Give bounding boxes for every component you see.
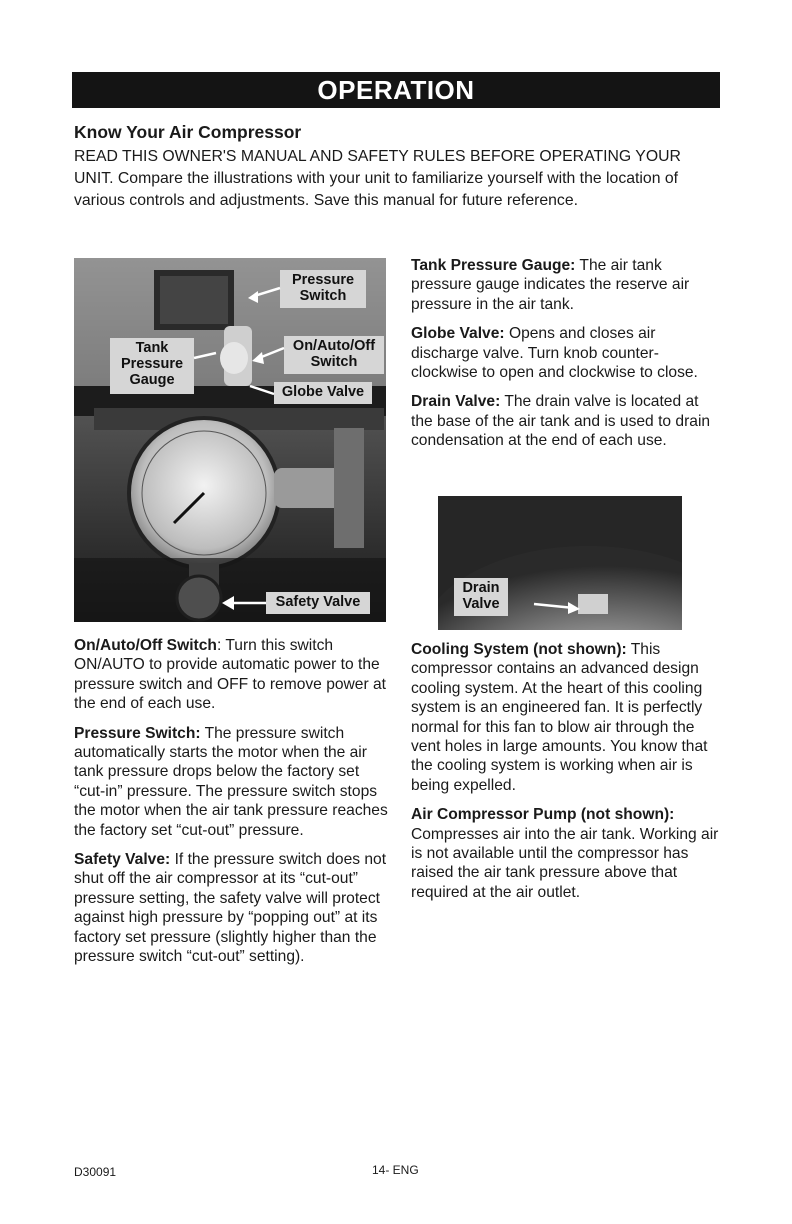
label-line: Valve: [462, 596, 500, 612]
right-column-top: [411, 256, 721, 461]
footer-model-number: D30091: [74, 1165, 117, 1179]
term-globe-valve: Globe Valve:: [411, 325, 505, 343]
pump-paragraph: [411, 805, 721, 902]
on-auto-off-paragraph: [74, 636, 394, 714]
tank-gauge-paragraph: [411, 256, 721, 314]
label-line: Pressure: [291, 272, 355, 288]
callout-arrows: [74, 258, 386, 622]
globe-valve-paragraph: [411, 324, 721, 382]
label-drain-valve: [454, 578, 508, 616]
desc-globe-valve: Opens and closes air discharge valve. Turn knob counter-clockwise to open and clockwise to close.: [411, 325, 698, 382]
desc-drain-valve: The drain valve is located at the base of the air tank and is used to drain condensation at the end of each use.: [411, 393, 711, 450]
term-drain-valve: Drain Valve:: [411, 393, 501, 411]
label-line: Switch: [310, 354, 358, 370]
pressure-switch-paragraph: [74, 724, 394, 840]
label-line: On/Auto/Off: [292, 338, 376, 354]
term-safety-valve: Safety Valve:: [74, 851, 171, 869]
drain-valve-photo: [438, 496, 682, 630]
desc-tank-pressure-gauge: The air tank pressure gauge indicates the reserve air pressure in the air tank.: [411, 257, 690, 313]
desc-safety-valve: If the pressure switch does not shut off the air compressor at its “cut-out” pressure setting, the safety valve will protect against high pressure by “popping out” at its factory set pressure (slightly higher than the pressure switch “cut-out” setting).: [74, 851, 387, 966]
desc-air-compressor-pump: Compresses air into the air tank. Working air is not available until the compressor has raised the air tank pressure above that required at the air outlet.: [411, 825, 719, 901]
desc-pressure-switch: The pressure switch automatically starts the motor when the air tank pressure drops below the factory set “cut-in” pressure. The pressure switch stops the motor when the air tank pressure reaches the factory set “cut-out” pressure.: [74, 724, 388, 839]
safety-valve-paragraph: [74, 850, 394, 966]
term-pressure-switch: Pressure Switch:: [74, 724, 201, 742]
footer-page-number: 14- ENG: [372, 1163, 419, 1177]
label-line: Pressure: [120, 356, 184, 372]
term-on-auto-off-switch: On/Auto/Off Switch: [74, 637, 217, 654]
label-line: Switch: [299, 288, 347, 304]
desc-cooling-system: This compressor contains an advanced design cooling system. At the heart of this cooling system is an engineered fan. It is perfectly normal for this fan to blow air through the vent holes in large amounts. You know that the cooling system is working when air is being expelled.: [411, 641, 708, 794]
right-column-bottom: [411, 640, 721, 912]
section-heading: Know Your Air Compressor: [74, 122, 302, 142]
term-air-compressor-pump: Air Compressor Pump (not shown):: [411, 806, 675, 824]
label-line: Gauge: [129, 372, 175, 388]
label-line: Drain: [462, 580, 500, 596]
drain-valve-paragraph: [411, 392, 721, 450]
label-safety-valve: Safety Valve: [266, 592, 370, 614]
label-line: Tank: [135, 340, 169, 356]
compressor-controls-photo: [74, 258, 386, 622]
intro-paragraph: READ THIS OWNER'S MANUAL AND SAFETY RULES BEFORE OPERATING YOUR UNIT. Compare the illustrations with your unit to familiarize yourself with the location of various controls and adjustments. Save this manual for future reference.: [74, 148, 681, 209]
cooling-paragraph: [411, 640, 721, 795]
section-banner: OPERATION: [72, 72, 720, 108]
desc-on-auto-off-switch: : Turn this switch ON/AUTO to provide automatic power to the pressure switch and OFF to remove power at the end of each use.: [74, 637, 386, 713]
label-globe-valve: Globe Valve: [274, 382, 372, 404]
term-cooling-system: Cooling System (not shown):: [411, 641, 627, 658]
left-column-bottom: [74, 636, 394, 977]
term-tank-pressure-gauge: Tank Pressure Gauge:: [411, 257, 576, 274]
